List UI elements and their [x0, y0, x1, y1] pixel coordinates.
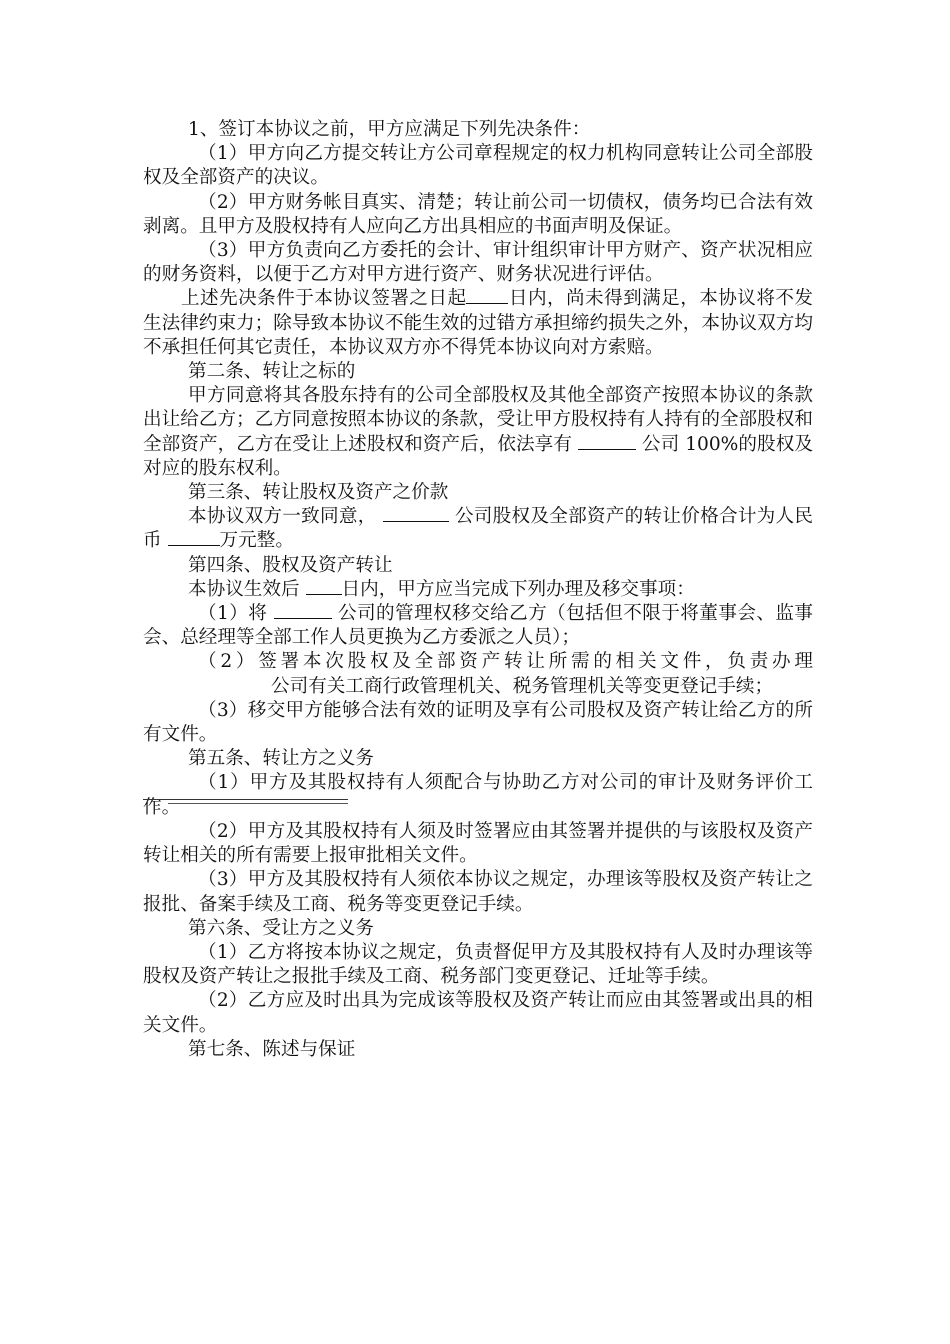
price-blank [168, 529, 220, 546]
article-4-item-1 [143, 602, 813, 650]
document-body [143, 118, 813, 1062]
article-3-body [143, 505, 813, 553]
article-3-text-c: 万元整。 [219, 530, 294, 552]
article-2-body [143, 384, 813, 481]
days-blank [306, 578, 342, 595]
article-5-item-1: （1）甲方及其股权持有人须配合与协助乙方对公司的审计及财务评价工作。 [143, 772, 813, 818]
article-4-item-3: （3）移交甲方能够合法有效的证明及享有公司股权及资产转让给乙方的所有文件。 [143, 699, 813, 746]
article-4-item-2-text-a: （2）签署本次股权及全部资产转让所需的相关文件，负责办理 [198, 651, 813, 673]
precondition-intro: 1、签订本协议之前，甲方应满足下列先决条件： [188, 119, 591, 140]
days-blank [466, 287, 508, 304]
article-7-title: 第七条、陈述与保证 [188, 1038, 356, 1060]
article-4-text-b: 日内，甲方应当完成下列办理及移交事项： [341, 578, 695, 600]
precondition-3: （3）甲方负责向乙方委托的会计、审计组织审计甲方财产、资产状况相应的财务资料，以便于乙方对甲方进行资产、财务状况进行评估。 [143, 240, 813, 286]
article-4-item-1-text-a: （1）将 [198, 603, 268, 625]
article-4-item-1-text-b: 公司的管理权移交给乙方（包括但不限于将董事会、监事会、总经理等全部工作人员更换为乙方委派之人员）； [143, 603, 813, 649]
article-2-title: 第二条、转让之标的 [188, 361, 356, 383]
article-6-item-2: （2）乙方应及时出具为完成该等股权及资产转让而应由其签署或出具的相关文件。 [143, 990, 813, 1036]
article-6-title: 第六条、受让方之义务 [188, 917, 374, 939]
article-5-item-3: （3）甲方及其股权持有人须依本协议之规定，办理该等股权及资产转让之报批、备案手续及工商、税务等变更登记手续。 [143, 869, 813, 915]
company-name-blank [383, 505, 449, 522]
article-5-title: 第五条、转让方之义务 [188, 748, 374, 770]
precondition-term-text-b: 日内，尚未得到满足，本协议将不发生法律约束力；除导致本协议不能生效的过错方承担缔约损失之外，本协议双方均不承担任何其它责任，本协议双方亦不得凭本协议向对方索赔。 [143, 288, 813, 358]
strikethrough-line [143, 799, 348, 800]
precondition-term [143, 287, 813, 360]
company-name-blank [274, 602, 332, 619]
precondition-1: （1）甲方向乙方提交转让方公司章程规定的权力机构同意转让公司全部股权及全部资产的决议。 [143, 143, 813, 189]
article-5-item-2: （2）甲方及其股权持有人须及时签署应由其签署并提供的与该股权及资产转让相关的所有需要上报审批相关文件。 [143, 820, 813, 867]
precondition-2: （2）甲方财务帐目真实、清楚；转让前公司一切债权，债务均已合法有效剥离。且甲方及股权持有人应向乙方出具相应的书面声明及保证。 [143, 191, 813, 237]
article-3-title: 第三条、转让股权及资产之价款 [188, 482, 449, 504]
article-3-text-a: 本协议双方一致同意， [188, 506, 377, 528]
article-2-text-b: 公司 100%的股权及对应的股东权利。 [143, 433, 813, 479]
article-4-body [143, 578, 813, 602]
article-4-item-2-text-b: 公司有关工商行政管理机关、税务管理机关等变更登记手续； [271, 675, 774, 697]
strikethrough-line [168, 803, 348, 804]
article-3-text-b: 公司股权及全部资产的转让价格合计为人民币 [143, 506, 813, 552]
company-name-blank [578, 433, 636, 450]
article-6-item-1: （1）乙方将按本协议之规定，负责督促甲方及其股权持有人及时办理该等股权及资产转让之报批手续及工商、税务部门变更登记、迁址等手续。 [143, 941, 813, 988]
article-4-title: 第四条、股权及资产转让 [188, 554, 393, 576]
article-4-item-2 [143, 650, 813, 698]
precondition-term-text-a: 上述先决条件于本协议签署之日起 [181, 288, 467, 310]
article-4-text-a: 本协议生效后 [188, 578, 300, 600]
article-2-text-a: 甲方同意将其各股东持有的公司全部股权及其他全部资产按照本协议的条款出让给乙方；乙方同意按照本协议的条款，受让甲方股权持有人持有的全部股权和全部资产，乙方在受让上述股权和资产后，依法享有 [143, 385, 813, 455]
